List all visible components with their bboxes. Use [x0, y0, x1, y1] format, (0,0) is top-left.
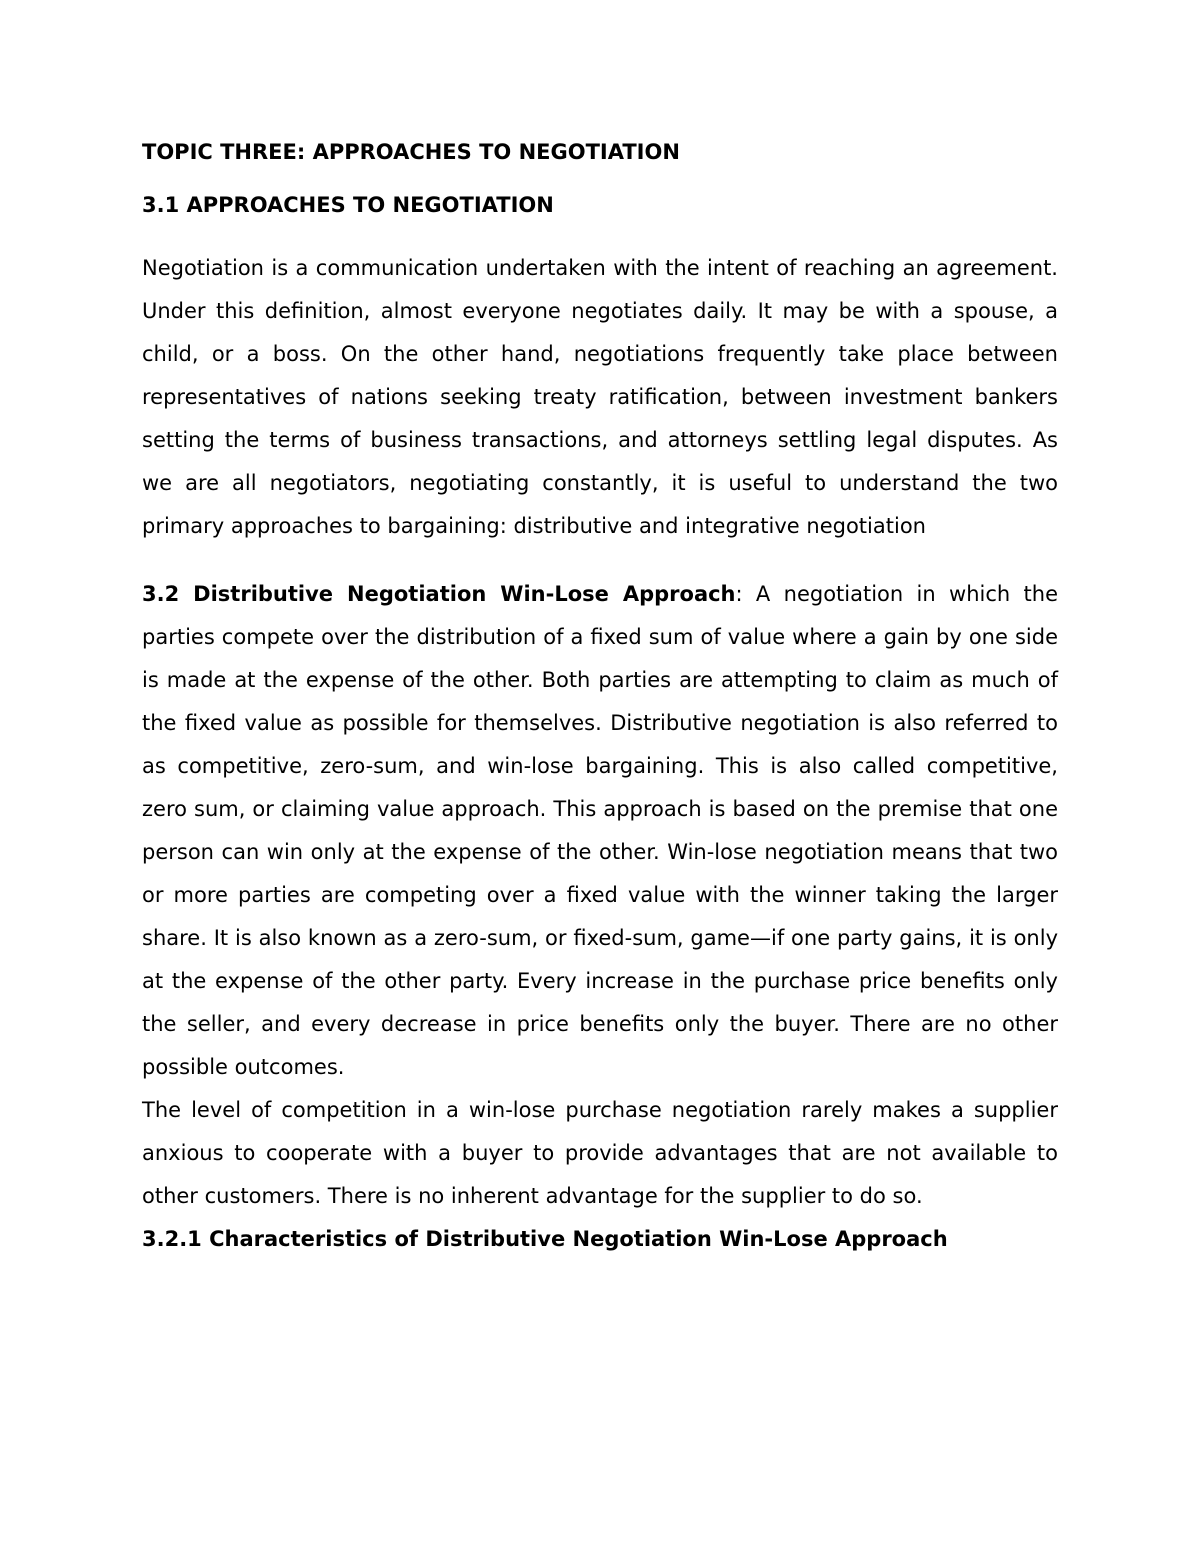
- section-3-2-paragraph: [142, 573, 1058, 1089]
- section-3-1-paragraph: Negotiation is a communication undertaken with the intent of reaching an agreement. Under this definition, almost everyone negotiates daily. It may be with a spouse, a child, or a boss. On the other hand, negotiations frequently take place between representatives of nations seeking treaty ratification, between investment bankers setting the terms of business transactions, and attorneys settling legal disputes. As we are all negotiators, negotiating constantly, it is useful to understand the two primary approaches to bargaining: distributive and integrative negotiation: [142, 255, 1058, 538]
- document-page: [142, 138, 1058, 1261]
- section-3-2-lead: 3.2 Distributive Negotiation Win-Lose Approach: [142, 581, 736, 606]
- section-3-2-paragraph-2: The level of competition in a win-lose purchase negotiation rarely makes a supplier anxious to cooperate with a buyer to provide advantages that are not available to other customers. There is no inherent advantage for the supplier to do so.: [142, 1097, 1058, 1208]
- section-3-1-heading: 3.1 APPROACHES TO NEGOTIATION: [142, 193, 554, 218]
- section-3-2-1-heading: 3.2.1 Characteristics of Distributive Negotiation Win-Lose Approach: [142, 1226, 948, 1251]
- document-title: TOPIC THREE: APPROACHES TO NEGOTIATION: [142, 140, 680, 164]
- section-3-2-body: : A negotiation in which the parties compete over the distribution of a fixed sum of value where a gain by one side is made at the expense of the other. Both parties are attempting to claim as much of the fixed value as possible for themselves. Distributive negotiation is also referred to as competitive, zero-sum, and win-lose bargaining. This is also called competitive, zero sum, or claiming value approach. This approach is based on the premise that one person can win only at the expense of the other. Win-lose negotiation means that two or more parties are competing over a fixed value with the winner taking the larger share. It is also known as a zero-sum, or fixed-sum, game—if one party gains, it is only at the expense of the other party. Every increase in the purchase price benefits only the seller, and every decrease in price benefits only the buyer. There are no other possible outcomes.: [142, 581, 1058, 1079]
